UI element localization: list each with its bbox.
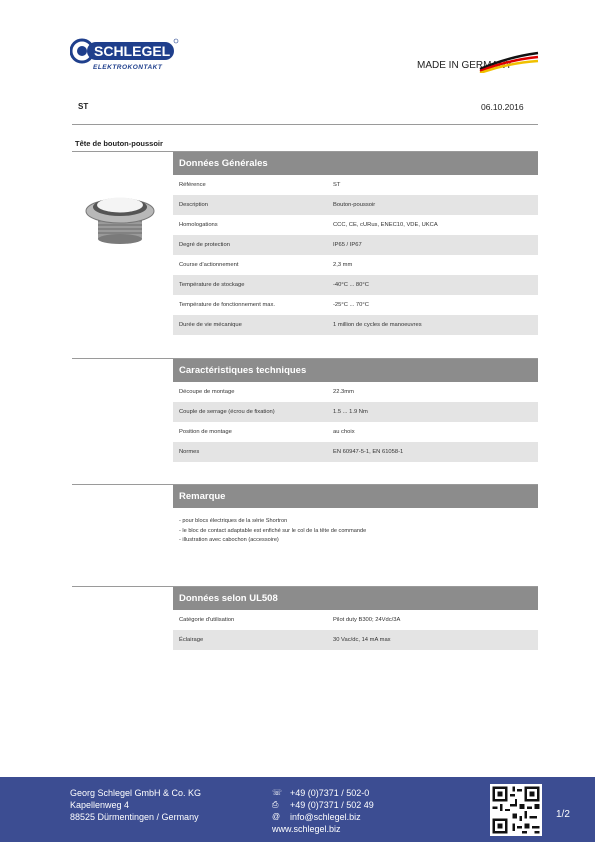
table-row bbox=[173, 610, 538, 630]
table-row bbox=[173, 195, 538, 215]
row-value: 2,3 mm bbox=[333, 262, 353, 268]
table-row bbox=[173, 442, 538, 462]
row-value: 22.3mm bbox=[333, 389, 354, 395]
general-section-header: Données Générales bbox=[173, 152, 538, 175]
table-row bbox=[173, 275, 538, 295]
table-row bbox=[173, 175, 538, 195]
document-date: 06.10.2016 bbox=[481, 102, 524, 112]
row-value: CCC, CE, cURus, ENEC10, VDE, UKCA bbox=[333, 222, 438, 228]
company-address bbox=[70, 787, 201, 823]
technical-section-header: Caractéristiques techniques bbox=[173, 359, 538, 382]
table-row bbox=[173, 215, 538, 235]
contact-info bbox=[272, 787, 374, 835]
row-value: Bouton-poussoir bbox=[333, 202, 376, 208]
company-name: Georg Schlegel GmbH & Co. KG bbox=[70, 788, 202, 798]
city-address: 88525 Dürmentingen / Germany bbox=[70, 812, 199, 822]
german-flag-swoosh-icon bbox=[478, 51, 540, 73]
product-title: Tête de bouton-poussoir bbox=[75, 139, 163, 148]
row-key: Description bbox=[179, 202, 208, 208]
row-value: 30 Vac/dc, 14 mA max bbox=[333, 637, 391, 643]
remark-line: - le bloc de contact adaptable est enfiché sur le col de la tête de commande bbox=[179, 527, 367, 534]
ul508-table bbox=[173, 610, 538, 650]
general-table bbox=[173, 175, 538, 335]
table-row bbox=[173, 255, 538, 275]
row-key: Course d'actionnement bbox=[179, 262, 239, 268]
row-key: Position de montage bbox=[179, 429, 232, 435]
remark-line: - illustration avec cabochon (accessoire) bbox=[179, 537, 279, 543]
table-row bbox=[173, 382, 538, 402]
phone-icon: ☏ bbox=[272, 788, 283, 797]
row-value: IP65 / IP67 bbox=[333, 242, 362, 248]
table-row bbox=[173, 315, 538, 335]
row-value: 1 million de cycles de manoeuvres bbox=[333, 322, 422, 328]
qr-code[interactable] bbox=[490, 784, 542, 836]
phone-number[interactable]: +49 (0)7371 / 502-0 bbox=[290, 788, 370, 798]
row-value: au choix bbox=[333, 429, 355, 435]
remark-section-header: Remarque bbox=[173, 485, 538, 508]
footer bbox=[0, 777, 595, 842]
row-value: Pilot duty B300; 24Vdc/3A bbox=[333, 617, 401, 623]
row-key: Découpe de montage bbox=[179, 389, 235, 395]
row-key: Éclairage bbox=[179, 637, 204, 643]
row-key: Homologations bbox=[179, 222, 218, 228]
street-address: Kapellenweg 4 bbox=[70, 800, 130, 810]
fax-icon: ⎙ bbox=[272, 800, 279, 809]
table-row bbox=[173, 630, 538, 650]
row-key: Température de stockage bbox=[179, 282, 245, 288]
at-icon: @ bbox=[272, 812, 281, 821]
row-key: Température de fonctionnement max. bbox=[179, 302, 276, 308]
made-in-label: MADE IN GERMANY bbox=[417, 60, 513, 71]
website-link[interactable]: www.schlegel.biz bbox=[272, 824, 341, 834]
technical-table bbox=[173, 382, 538, 462]
brand-subtitle: ELEKTROKONTAKT bbox=[93, 64, 163, 71]
table-row bbox=[173, 422, 538, 442]
svg-text:SCHLEGEL: SCHLEGEL bbox=[94, 43, 171, 59]
fax-number[interactable]: +49 (0)7371 / 502 49 bbox=[290, 800, 374, 810]
row-value: EN 60947-5-1, EN 61058-1 bbox=[333, 449, 404, 455]
row-key: Degré de protection bbox=[179, 242, 230, 248]
row-value: 1.5 ... 1.9 Nm bbox=[333, 409, 368, 415]
remark-line: - pour blocs électriques de la série Shortron bbox=[179, 518, 288, 524]
row-key: Normes bbox=[179, 449, 200, 455]
document-code: ST bbox=[78, 102, 89, 111]
row-value: -40°C ... 80°C bbox=[333, 282, 369, 288]
row-value: ST bbox=[333, 182, 341, 188]
header-divider bbox=[72, 124, 538, 125]
table-row bbox=[173, 235, 538, 255]
pushbutton-product-image bbox=[84, 187, 156, 247]
ul508-section-header: Données selon UL508 bbox=[173, 587, 538, 610]
page-number: 1/2 bbox=[556, 809, 570, 820]
email-link[interactable]: info@schlegel.biz bbox=[290, 812, 361, 822]
row-value: -25°C ... 70°C bbox=[333, 302, 369, 308]
row-key: Référence bbox=[179, 182, 206, 188]
row-key: Durée de vie mécanique bbox=[179, 322, 242, 328]
table-row bbox=[173, 402, 538, 422]
remark-text bbox=[179, 517, 366, 546]
table-row bbox=[173, 295, 538, 315]
row-key: Catégorie d'utilisation bbox=[179, 617, 235, 623]
row-key: Couple de serrage (écrou de fixation) bbox=[179, 409, 275, 415]
